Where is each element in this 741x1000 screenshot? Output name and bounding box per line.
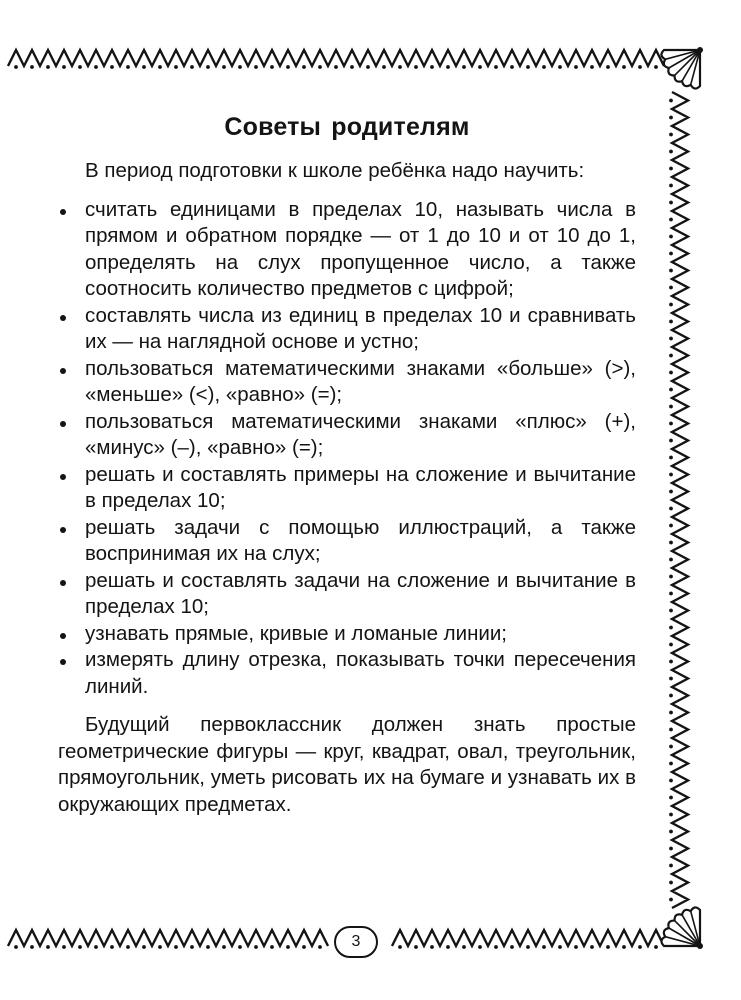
bullet-icon	[60, 421, 66, 427]
list-item-text: решать и составлять задачи на сложение и вычитание в пределах 10;	[85, 568, 636, 618]
list-item	[58, 647, 636, 700]
list-item	[58, 621, 636, 648]
bullet-icon	[60, 659, 66, 665]
list-item-text: пользоваться математическими знаками «плюс» (+), «минус» (–), «равно» (=);	[85, 409, 636, 459]
page-number: 3	[334, 926, 378, 958]
list-item-text: измерять длину отрезка, показывать точки пересечения линий.	[85, 648, 636, 698]
bullet-icon	[60, 580, 66, 586]
intro-paragraph: В период подготовки к школе ребёнка надо научить:	[85, 159, 585, 182]
list-item	[58, 303, 636, 356]
bullet-icon	[60, 527, 66, 533]
list-item	[58, 568, 636, 621]
bullet-icon	[60, 368, 66, 374]
fan-corner-icon	[661, 907, 703, 949]
list-item	[58, 515, 636, 568]
top-zigzag-border	[8, 50, 664, 69]
page-content	[58, 108, 636, 830]
bullet-icon	[60, 633, 66, 639]
list-item	[58, 197, 636, 303]
bullet-icon	[60, 474, 66, 480]
page-title: Советы родителям	[224, 113, 470, 141]
conclusion-paragraph: Будущий первоклассник должен знать простые геометрические фигуры — круг, квадрат, овал, треугольник, прямоугольник, уметь рисовать их на бумаге и узнавать их в окружающих предметах.	[58, 713, 636, 816]
right-zigzag-border	[669, 92, 688, 908]
list-item-text: решать задачи с помощью иллюстраций, а также воспринимая их на слух;	[85, 515, 636, 565]
list-item	[58, 356, 636, 409]
list-item-text: узнавать прямые, кривые и ломаные линии;	[85, 621, 508, 645]
skills-list	[58, 197, 636, 701]
list-item-text: решать и составлять примеры на сложение и вычитание в пределах 10;	[85, 462, 636, 512]
fan-corner-icon	[661, 47, 703, 89]
list-item-text: считать единицами в пределах 10, называть числа в прямом и обратном порядке — от 1 до 10 и от 10 до 1, определять на слух пропущенное число, а также соотносить количество предметов с цифрой;	[85, 197, 636, 300]
bullet-icon	[60, 315, 66, 321]
list-item-text: пользоваться математическими знаками «больше» (>), «меньше» (<), «равно» (=);	[85, 356, 636, 406]
list-item-text: составлять числа из единиц в пределах 10 и сравнивать их — на наглядной основе и устно;	[85, 303, 636, 353]
list-item	[58, 409, 636, 462]
list-item	[58, 462, 636, 515]
bullet-icon	[60, 209, 66, 215]
